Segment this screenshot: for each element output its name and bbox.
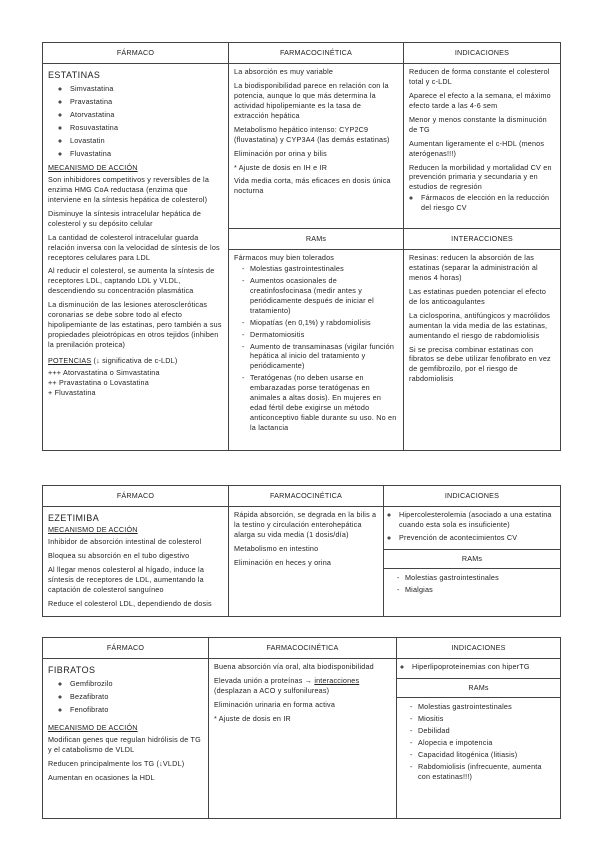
potencia-item: +++ Atorvastatina o Simvastatina [48,367,160,377]
paragraph: Aumentan en ocasiones la HDL [48,772,155,782]
list-item: - Teratógenas (no deben usarse en embarazadas porse teratógenas en animales a altas dosis). En mujeres en edad fértil debe exigirse un método anticonceptivo fiable durante su uso. No en la lactancia [242,373,398,433]
list-item: ◦ Hiperlipoproteinemias con hiperTG [412,662,555,672]
list-item: - Debilidad [410,726,555,736]
paragraph: Aumentan ligeramente el c-HDL (menos aterógenas!!!) [409,138,545,158]
paragraph: Reducen principalmente los TG (↓VLDL) [48,759,185,769]
indicaciones-list [402,662,555,672]
header-rams: RAMs [229,229,404,250]
paragraph: La biodisponibilidad parece en relación con la potencia, aunque lo que más determina la actividad hipolipemiante es la tasa de extracción hepática [234,80,389,120]
potencias-note: (↓ significativa de c-LDL) [91,355,178,365]
section-title: MECANISMO DE ACCIÓN [48,163,138,173]
paragraph: La cantidad de colesterol intracelular guarda relación inversa con la velocidad de síntesis de los receptores celulares para LDL [48,232,220,262]
estatinas-interacciones-cell [404,250,561,451]
paragraph: La ciclosporina, antifúngicos y macrólidos aumentan la vida media de las estatinas, aumentando el riesgo de rabdomiolisis [409,310,551,340]
indicaciones-list [389,510,555,543]
list-item: - Rabdomiolisis (infrecuente, aumenta con estatinas!!!) [410,762,555,782]
list-item: - Alopecia e impotencia [410,738,555,748]
ezetimiba-indicaciones-cell [384,507,561,617]
paragraph: Modifican genes que regulan hidrólisis de TG y el catabolismo de VLDL [48,735,201,755]
fibratos-farmacocinetica-cell [209,659,397,819]
list-item: - Aumento de transaminasas (vigilar función hepática al inicio del tratamiento y periódicamente) [242,342,398,372]
potencia-item: ++ Pravastatina o Lovastatina [48,377,149,387]
paragraph: Vida media corta, más eficaces en dosis única nocturna [234,176,391,196]
paragraph: La disminución de las lesiones ateroscleróticas coronarias se debe sobre todo al efecto hipolipemiante de las estatinas, pero también a sus propiedades pleiotrópicas en otros tejidos (inhiben la prenilación proteica) [48,300,222,350]
paragraph: Al llegar menos colesterol al hígado, induce la síntesis de receptores de LDL, aumentando la captación de colesterol sanguíneo [48,565,205,595]
header-farmaco: FÁRMACO [43,43,229,64]
header-indicaciones: INDICACIONES [397,638,561,659]
list-item: ◦ Atorvastatina [70,110,223,120]
list-item: ◦ Rosuvastatina [70,123,223,133]
paragraph: Inhibidor de absorción intestinal de colesterol [48,537,202,547]
paragraph: Metabolismo hepático intenso: CYP2C9 (fluvastatina) y CYP3A4 (las demás estatinas) [234,124,390,144]
list-item: ◦ Lovastatin [70,136,223,146]
drug-list [48,679,203,715]
paragraph: Metabolismo en intestino [234,543,319,553]
paragraph [214,676,391,696]
estatinas-rams-cell [229,250,404,451]
header-interacciones: INTERACCIONES [404,229,561,250]
list-item: ◦ Simvastatina [70,84,223,94]
paragraph: Eliminación en heces y orina [234,557,332,567]
paragraph: Reduce el colesterol LDL, dependiendo de dosis [48,599,212,609]
list-item: - Dermatomiositis [242,330,398,340]
subheader-rams: RAMs [384,549,560,569]
paragraph: Al reducir el colesterol, se aumenta la síntesis de receptores LDL, captando LDL y VLDL, descendiendo su concentración plasmática [48,266,215,296]
estatinas-indicaciones-cell [404,64,561,229]
text: Elevada unión a proteínas → [214,675,315,685]
paragraph: Disminuye la síntesis intracelular hepática de colesterol y su depósito celular [48,208,202,228]
paragraph: Reducen la morbilidad y mortalidad CV en prevención primaria y secundaria y en estudios de regresión [409,162,552,192]
list-item: ◦ Pravastatina [70,97,223,107]
list-item: - Molestias gastrointestinales [242,264,398,274]
paragraph: Fármacos muy bien tolerados [234,253,335,262]
fibratos-table [42,637,561,819]
header-indicaciones: INDICACIONES [404,43,561,64]
fibratos-farmaco-cell [43,659,209,819]
sub-list [409,193,555,213]
subheader-rams: RAMs [397,678,560,698]
ezetimiba-farmaco-cell [43,507,229,617]
list-item: ◦ Fenofibrato [70,705,203,715]
list-item: - Capacidad litogénica (litiasis) [410,750,555,760]
estatinas-table [42,42,561,451]
list-item: ◦ Bezafibrato [70,692,203,702]
list-item: - Miopatías (en 0,1%) y rabdomiolisis [242,318,398,328]
drug-class-title: ESTATINAS [48,70,101,80]
list-item: ◦ Hipercolesterolemia (asociado a una estatina cuando esta sola es insuficiente) [399,510,555,530]
paragraph: * Ajuste de dosis en IH e IR [234,162,328,172]
ezetimiba-farmacocinetica-cell [229,507,384,617]
drug-class-title: FIBRATOS [48,665,96,675]
header-farmacocinetica: FARMACOCINÉTICA [229,486,384,507]
paragraph: Las estatinas pueden potenciar el efecto de los anticoagulantes [409,286,547,306]
drug-list [48,84,223,159]
rams-list [234,264,398,433]
text: (desplazan a ACO y sulfonilureas) [214,685,330,695]
list-item: ◦ Fármacos de elección en la reducción del riesgo CV [421,193,555,213]
text-underlined: interacciones [314,675,360,685]
section-title: MECANISMO DE ACCIÓN [48,723,138,733]
rams-list [389,573,555,595]
paragraph: Buena absorción vía oral, alta biodisponibilidad [214,662,374,671]
header-farmaco: FÁRMACO [43,486,229,507]
list-item: ◦ Prevención de acontecimientos CV [399,533,555,543]
ezetimiba-table [42,485,561,617]
potencias-title: POTENCIAS [48,355,92,365]
paragraph: Eliminación por orina y bilis [234,148,327,158]
potencia-item: + Fluvastatina [48,387,96,397]
drug-class-title: EZETIMIBA [48,513,100,523]
list-item: - Molestias gastrointestinales [410,702,555,712]
header-farmaco: FÁRMACO [43,638,209,659]
paragraph: Menor y menos constante la disminución de TG [409,114,547,134]
paragraph: Son inhibidores competitivos y reversibles de la enzima HMG CoA reductasa (enzima que interviene en la síntesis hepática de colesterol) [48,174,210,204]
list-item: - Mialgias [397,585,555,595]
paragraph: Reducen de forma constante el colesterol total y c-LDL [409,67,550,86]
header-indicaciones: INDICACIONES [384,486,561,507]
section-title: MECANISMO DE ACCIÓN [48,525,138,535]
estatinas-farmaco-cell [43,64,229,451]
paragraph: Bloquea su absorción en el tubo digestivo [48,551,190,561]
list-item: - Molestias gastrointestinales [397,573,555,583]
list-item: - Aumentos ocasionales de creatinfosfocinasa (medir antes y periódicamente después de iniciar el tratamiento) [242,276,398,316]
list-item: - Miositis [410,714,555,724]
list-item: ◦ Fluvastatina [70,149,223,159]
rams-list [402,702,555,782]
paragraph: Resinas: reducen la absorción de las estatinas (separar la administración al menos 4 horas) [409,253,538,282]
header-farmacocinetica: FARMACOCINÉTICA [229,43,404,64]
paragraph: Si se precisa combinar estatinas con fibratos se debe utilizar fenofibrato en vez de gemfibrozilo, por el riesgo de rabdomiolisis [409,344,551,384]
potencias-heading [48,356,223,366]
paragraph: Eliminación urinaria en forma activa [214,699,336,709]
paragraph: * Ajuste de dosis en IR [214,713,291,723]
fibratos-indicaciones-cell [397,659,561,819]
list-item: ◦ Gemfibrozilo [70,679,203,689]
paragraph: Aparece el efecto a la semana, el máximo efecto tarde a las 4-6 sem [409,90,551,110]
paragraph: La absorción es muy variable [234,67,334,76]
paragraph: Rápida absorción, se degrada en la bilis a la testino y circulación enterohepática alarga su vida media (1 dosis/día) [234,510,377,539]
header-farmacocinetica: FARMACOCINÉTICA [209,638,397,659]
estatinas-farmacocinetica-cell [229,64,404,229]
